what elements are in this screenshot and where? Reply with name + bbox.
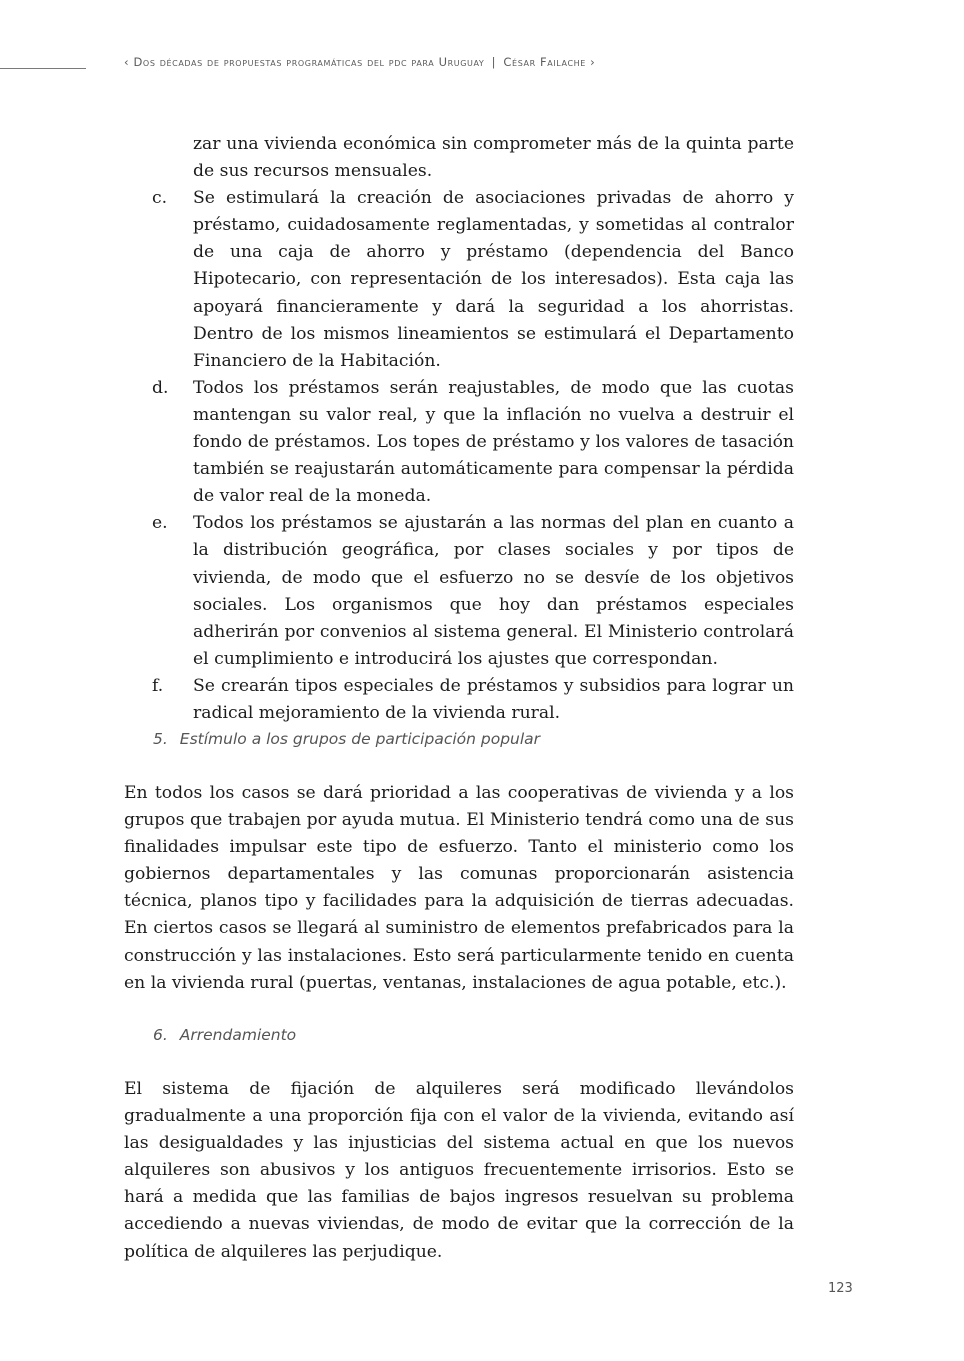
running-header — [124, 55, 595, 69]
header-close-mark: › — [590, 55, 596, 69]
header-separator: | — [491, 55, 497, 69]
list-item-text: Se crearán tipos especiales de préstamos y subsidios para lograr un radical mejoramiento de la vivienda rural. — [193, 675, 794, 723]
lettered-list — [124, 131, 794, 727]
header-book-title: Dos décadas de propuestas programáticas del pdc para Uruguay — [133, 55, 485, 69]
list-marker: e. — [152, 513, 168, 534]
section-6-paragraph: El sistema de fijación de alquileres será modificado llevándolos gradualmente a una proporción fija con el valor de la vivienda, evitando así las desigualdades y las injusticias del sistema actual en que los nuevos alquileres son abusivos y los antiguos frecuentemente irrisorios. Esto se hará a medida que las familias de bajos ingresos resuelvan su problema accediendo a nuevas viviendas, de modo de evitar que la corrección de la política de alquileres las perjudique. — [124, 1079, 794, 1262]
section-5-paragraph: En todos los casos se dará prioridad a las cooperativas de vivienda y a los grupos que trabajen por ayuda mutua. El Ministerio tendrá como una de sus finalidades impulsar este tipo de esfuerzo. Tanto el ministerio como los gobiernos departamentales y las comunas proporcionarán asistencia técnica, planos tipo y facilidades para la adquisición de tierras adecuadas. En ciertos casos se llegará al suministro de elementos prefabricados para la construcción y las instalaciones. Esto será particularmente tenido en cuenta en la vivienda rural (puertas, ventanas, instalaciones de agua potable, etc.). — [124, 783, 794, 993]
list-item-text: Todos los préstamos serán reajustables, de modo que las cuotas mantengan su valor real, y que la inflación no vuelva a destruir el fondo de préstamos. Los topes de préstamo y los valores de tasación también se reajustarán automáticamente para compensar la pérdida de valor real de la moneda. — [193, 377, 794, 507]
section-number: 6. — [153, 1026, 168, 1044]
section-number: 5. — [153, 730, 168, 748]
list-item-c — [124, 185, 794, 375]
list-marker: d. — [152, 377, 169, 398]
list-marker: f. — [152, 675, 164, 696]
page-number: 123 — [828, 1281, 853, 1296]
header-author: César Failache — [503, 55, 586, 69]
list-item-d — [124, 375, 794, 510]
list-item-f — [124, 673, 794, 727]
list-continuation: zar una vivienda económica sin comprometer más de la quinta parte de sus recursos mensuales. — [193, 134, 794, 182]
header-rule — [0, 68, 86, 69]
list-marker: c. — [152, 188, 168, 209]
section-5-heading — [153, 730, 540, 748]
section-title: Arrendamiento — [179, 1026, 297, 1044]
section-6-heading — [153, 1026, 296, 1044]
section-title: Estímulo a los grupos de participación popular — [179, 730, 541, 748]
header-open-mark: ‹ — [124, 55, 130, 69]
list-item-text: Todos los préstamos se ajustarán a las normas del plan en cuanto a la distribución geográfica, por clases sociales y por tipos de vivienda, de modo que el esfuerzo no se desvíe de los objetivos sociales. Los organismos que hoy dan préstamos especiales adherirán por convenios al sistema general. El Ministerio controlará el cumplimiento e introducirá los ajustes que correspondan. — [193, 513, 794, 669]
list-item-text: Se estimulará la creación de asociaciones privadas de ahorro y préstamo, cuidadosamente reglamentadas, y sometidas al contralor de una caja de ahorro y préstamo (dependencia del Banco Hipotecario, con representación de los interesados). Esta caja las apoyará financieramente y dará la seguridad a los ahorristas. Dentro de los mismos lineamientos se estimulará el Departamento Financiero de la Habitación. — [193, 188, 794, 371]
list-item-e — [124, 510, 794, 673]
